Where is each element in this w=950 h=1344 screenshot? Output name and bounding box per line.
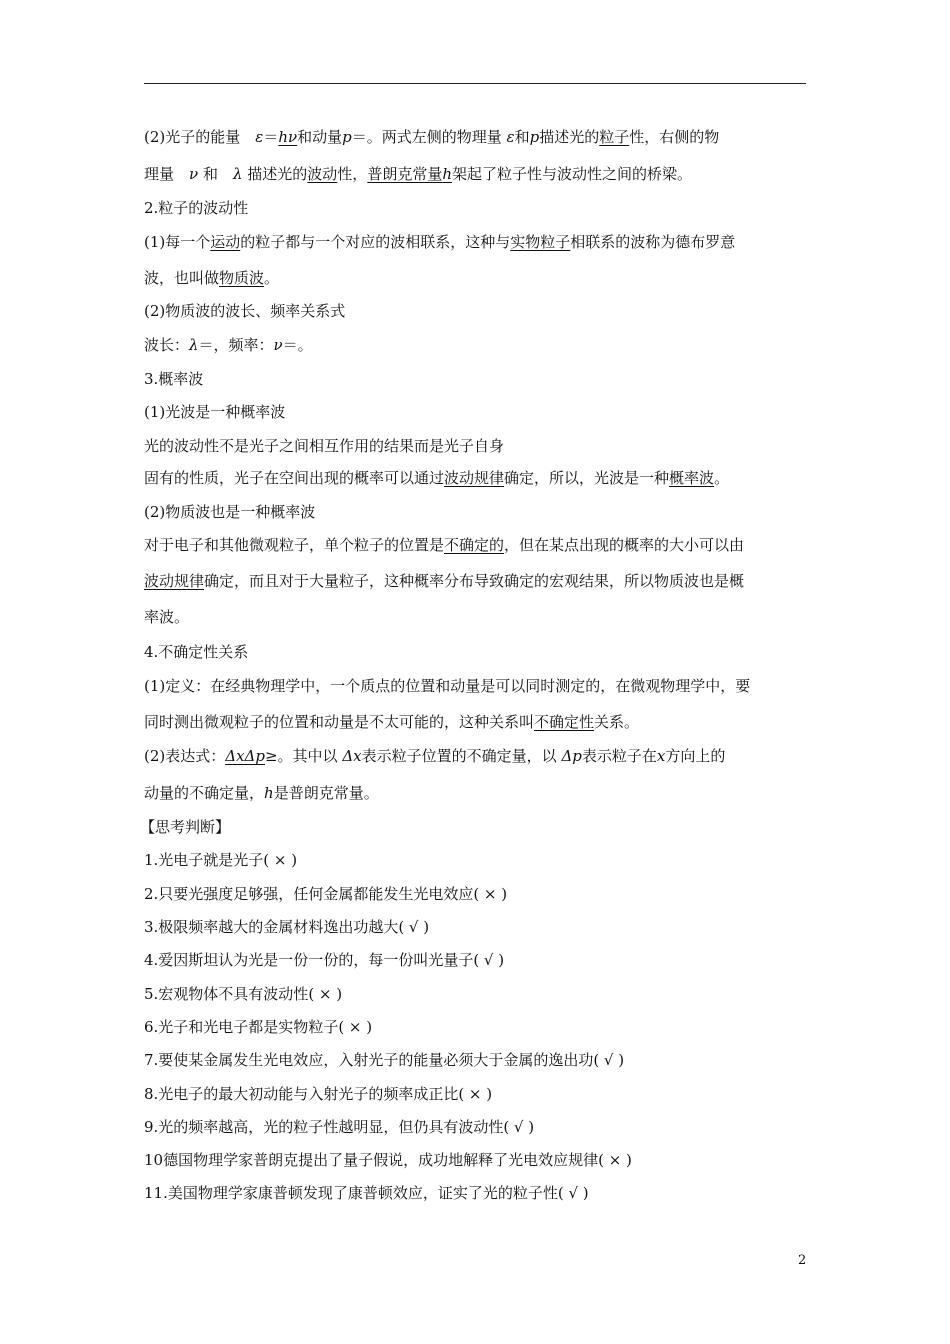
section-heading-probability-wave: 3.概率波 bbox=[144, 370, 204, 388]
paragraph-photon-energy: (2)光子的能量 ε＝hν和动量p＝。两式左侧的物理量 ε和p描述光的粒子性，右侧的物 bbox=[144, 128, 720, 146]
paragraph-electron-position: 对于电子和其他微观粒子，单个粒子的位置是不确定的，但在某点出现的概率的大小可以由 bbox=[144, 536, 745, 554]
judge-item: 11.美国物理学家康普顿发现了康普顿效应，证实了光的粒子性( √ ) bbox=[144, 1184, 589, 1202]
judge-item: 8.光电子的最大初动能与入射光子的频率成正比( × ) bbox=[144, 1085, 493, 1103]
paragraph-wavelength-frequency: 波长：λ＝，频率：ν＝。 bbox=[144, 336, 313, 354]
judge-item: 9.光的频率越高，光的粒子性越明显，但仍具有波动性( √ ) bbox=[144, 1118, 535, 1136]
paragraph-uncertainty-expression: (2)表达式：ΔxΔp≥。其中以 Δx表示粒子位置的不确定量，以 Δp表示粒子在x方向上的 bbox=[144, 747, 726, 765]
page-number: 2 bbox=[798, 1253, 807, 1268]
judge-item: 6.光子和光电子都是实物粒子( × ) bbox=[144, 1018, 373, 1036]
paragraph-matter-probability: (2)物质波也是一种概率波 bbox=[144, 503, 316, 521]
paragraph-matter-wave: 波，也叫做物质波。 bbox=[144, 269, 280, 287]
judge-item: 4.爱因斯坦认为光是一份一份的，每一份叫光量子( √ ) bbox=[144, 951, 505, 969]
header-rule bbox=[144, 83, 806, 84]
judge-item: 1.光电子就是光子( × ) bbox=[144, 851, 298, 869]
paragraph-de-broglie: (1)每一个运动的粒子都与一个对应的波相联系，这种与实物粒子相联系的波称为德布罗意 bbox=[144, 233, 736, 251]
judge-item: 5.宏观物体不具有波动性( × ) bbox=[144, 985, 343, 1003]
paragraph-electron-position-cont: 波动规律确定，而且对于大量粒子，这种概率分布导致确定的宏观结果，所以物质波也是概 bbox=[144, 572, 745, 590]
judge-item: 3.极限频率越大的金属材料逸出功越大( √ ) bbox=[144, 918, 430, 936]
paragraph-uncertainty-expression-cont: 动量的不确定量，h是普朗克常量。 bbox=[144, 784, 379, 802]
paragraph-uncertainty-definition-cont: 同时测出微观粒子的位置和动量是不太可能的，这种关系叫不确定性关系。 bbox=[144, 713, 640, 731]
section-heading-particle-wave: 2.粒子的波动性 bbox=[144, 199, 249, 217]
paragraph-light-nature: 光的波动性不是光子之间相互作用的结果而是光子自身 bbox=[144, 437, 505, 455]
paragraph-relations: (2)物质波的波长、频率关系式 bbox=[144, 302, 346, 320]
section-heading-uncertainty: 4.不确定性关系 bbox=[144, 643, 249, 661]
judge-item: 10德国物理学家普朗克提出了量子假说，成功地解释了光电效应规律( × ) bbox=[144, 1151, 632, 1169]
paragraph-uncertainty-definition: (1)定义：在经典物理学中，一个质点的位置和动量是可以同时测定的，在微观物理学中，要 bbox=[144, 677, 751, 695]
judge-item: 2.只要光强度足够强，任何金属都能发生光电效应( × ) bbox=[144, 885, 508, 903]
paragraph-photon-energy-cont: 理量 ν 和 λ 描述光的波动性，普朗克常量h架起了粒子性与波动性之间的桥梁。 bbox=[144, 165, 693, 183]
paragraph-light-nature-cont: 固有的性质，光子在空间出现的概率可以通过波动规律确定，所以，光波是一种概率波。 bbox=[144, 469, 730, 487]
paragraph-light-probability: (1)光波是一种概率波 bbox=[144, 403, 286, 421]
judge-item: 7.要使某金属发生光电效应，入射光子的能量必须大于金属的逸出功( √ ) bbox=[144, 1051, 625, 1069]
paragraph-electron-position-end: 率波。 bbox=[144, 608, 190, 626]
section-heading-think-judge: 【思考判断】 bbox=[140, 818, 231, 836]
